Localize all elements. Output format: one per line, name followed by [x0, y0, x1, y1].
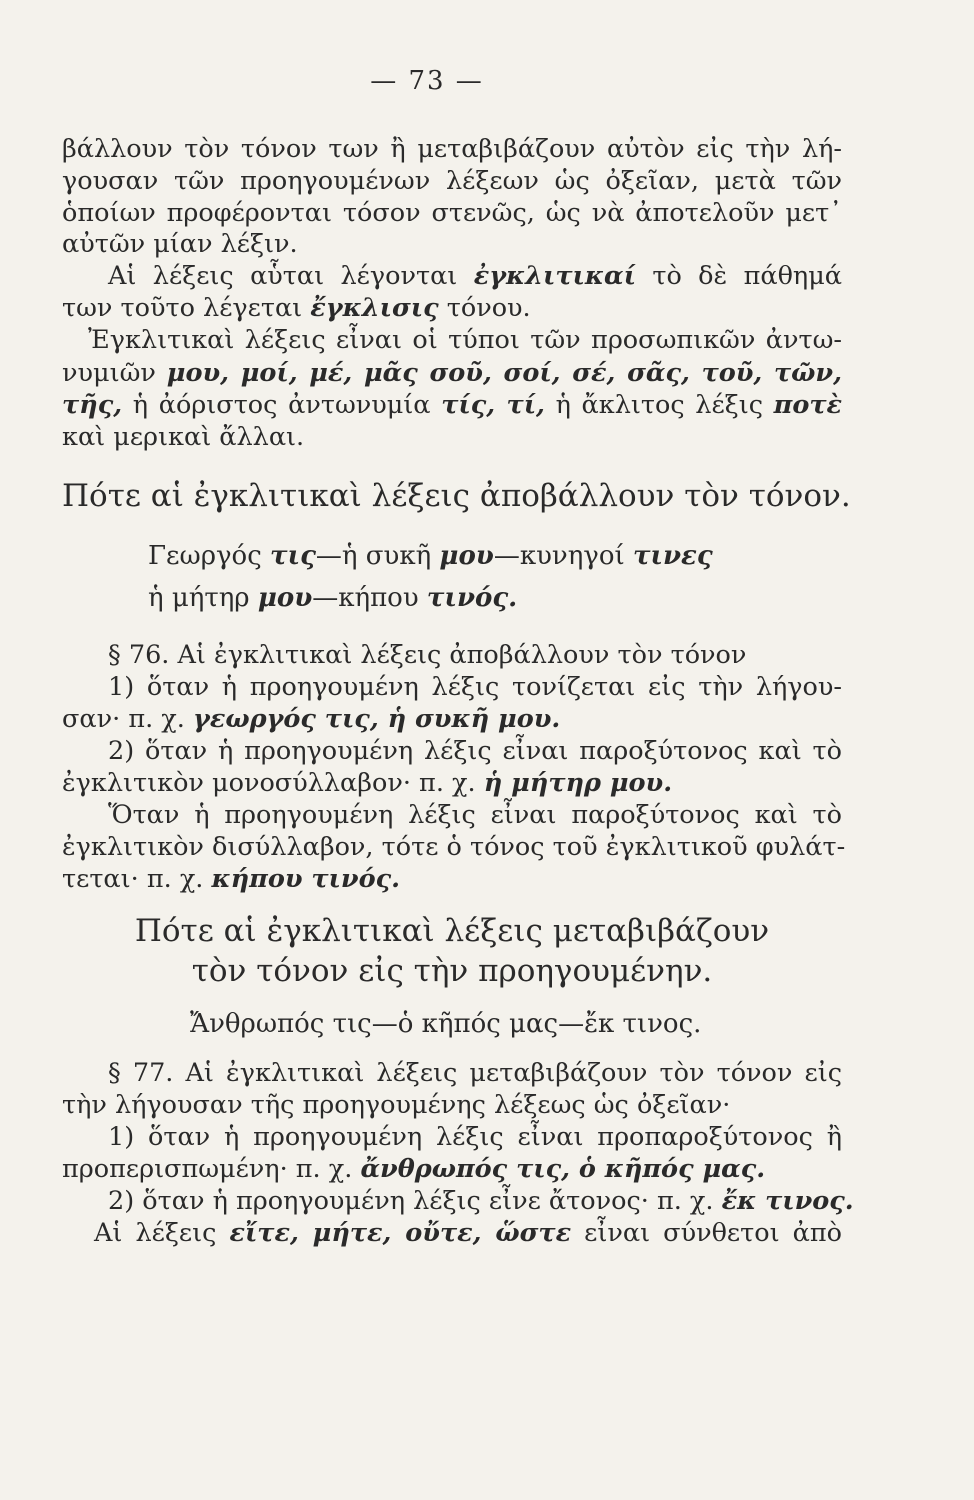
text-line: αὐτῶν μίαν λέξιν. [62, 229, 298, 259]
text-line [62, 704, 842, 734]
text-span: Αἱ λέξεις [94, 1218, 230, 1248]
term: τίς, τί, [441, 390, 545, 420]
text-span: Αἱ λέξεις αὗται λέγονται [108, 261, 474, 291]
example-line: Ἄνθρωπός τις—ὁ κῆπός μας—ἔκ τινος. [190, 1009, 702, 1039]
text-line: Ὅταν ἡ προηγουμένη λέξις εἶναι παροξύτονος καὶ τὸ [108, 800, 842, 830]
text-line: γουσαν τῶν προηγουμένων λέξεων ὡς ὀξεῖαν, μετὰ τῶν [62, 166, 842, 196]
text-span: εἶναι σύνθετοι ἀπὸ [571, 1218, 842, 1248]
example-line [148, 541, 713, 571]
term: εἴτε, μήτε, οὔτε, ὥστε [229, 1218, 572, 1248]
text-span: —ἡ συκῆ [315, 541, 440, 571]
text-line [62, 864, 842, 894]
text-span: σαν· π. χ. [62, 704, 193, 734]
term: τις [270, 541, 316, 571]
text-span: τόνου. [438, 293, 531, 323]
text-span: ἡ μήτηρ [148, 583, 258, 613]
text-span: ἡ ἀόριστος ἀντωνυμία [122, 390, 442, 420]
text-line [108, 261, 842, 291]
section-heading: Πότε αἱ ἐγκλιτικαὶ λέξεις ἀποβάλλουν τὸν τόνον. [62, 478, 851, 514]
term: τινός. [426, 583, 518, 613]
term: γεωργός τις, ἡ συκῆ μου. [192, 704, 561, 734]
text-line [62, 768, 842, 798]
text-span: τεται· π. χ. [62, 864, 212, 894]
text-line: τὴν λήγουσαν τῆς προηγουμένης λέξεως ὡς ὀξεῖαν· [62, 1090, 731, 1120]
example-line [148, 583, 517, 613]
section-77-title: § 77. Αἱ ἐγκλιτικαὶ λέξεις μεταβιβάζουν τὸν τόνον εἰς [108, 1058, 842, 1088]
text-span: Γεωργός [148, 541, 271, 571]
text-span: τὸ δὲ πάθημά [635, 261, 842, 291]
term: μου [439, 541, 494, 571]
term: κήπου τινός. [211, 864, 400, 894]
text-span: —κυνηγοί [493, 541, 633, 571]
section-heading: Πότε αἱ ἐγκλιτικαὶ λέξεις μεταβιβάζουν [134, 913, 770, 949]
text-line [62, 1154, 842, 1184]
text-line: 2) ὅταν ἡ προηγουμένη λέξις εἶναι παροξύτονος καὶ τὸ [108, 736, 842, 766]
text-line: Ἐγκλιτικαὶ λέξεις εἶναι οἱ τύποι τῶν προσωπικῶν ἀντω- [88, 325, 842, 355]
text-line: βάλλουν τὸν τόνον των ἢ μεταβιβάζουν αὐτὸν εἰς τὴν λή- [62, 134, 842, 164]
text-line [62, 358, 842, 388]
text-span: 2) ὅταν ἡ προηγουμένη λέξις εἶνε ἄτονος· π. χ. [108, 1186, 722, 1216]
term: τινες [632, 541, 713, 571]
text-line [108, 1186, 854, 1216]
text-span: των τοῦτο λέγεται [62, 293, 311, 323]
term: ποτὲ [773, 390, 843, 420]
term: ἔκ τινος. [721, 1186, 854, 1216]
text-line: 1) ὅταν ἡ προηγουμένη λέξις εἶναι προπαροξύτονος ἢ [108, 1122, 842, 1152]
text-line: ἐγκλιτικὸν δισύλλαβον, τότε ὁ τόνος τοῦ ἐγκλιτικοῦ φυλάτ- [62, 832, 846, 862]
text-line [62, 293, 842, 323]
section-76-title: § 76. Αἱ ἐγκλιτικαὶ λέξεις ἀποβάλλουν τὸν τόνον [108, 640, 747, 670]
text-span: ἡ ἄκλιτος λέξις [544, 390, 774, 420]
text-line: καὶ μερικαὶ ἄλλαι. [62, 422, 305, 452]
text-span: νυμιῶν [62, 358, 167, 388]
term: ἡ μήτηρ μου. [483, 768, 673, 798]
term: μου [257, 583, 313, 613]
term: τῆς, [62, 390, 123, 420]
term: ἄνθρωπός τις, ὁ κῆπός μας. [360, 1154, 766, 1184]
text-span: προπερισπωμένη· π. χ. [62, 1154, 361, 1184]
text-line [94, 1218, 842, 1248]
section-heading: τὸν τόνον εἰς τὴν προηγουμένην. [191, 953, 713, 989]
term: μου, μοί, μέ, μᾶς σοῦ, σοί, σέ, σᾶς, τοῦ, τῶν, [166, 358, 842, 388]
text-line: 1) ὅταν ἡ προηγουμένη λέξις τονίζεται εἰς τὴν λήγου- [108, 672, 842, 702]
text-span: —κήπου [312, 583, 427, 613]
term: ἐγκλιτικαί [473, 261, 636, 291]
text-line [62, 390, 843, 420]
page-number: — 73 — [370, 66, 484, 96]
text-line: ὁποίων προφέρονται τόσον στενῶς, ὡς νὰ ἀποτελοῦν μετ᾽ [62, 198, 842, 228]
term: ἔγκλισις [310, 293, 439, 323]
text-span: ἐγκλιτικὸν μονοσύλλαβον· π. χ. [62, 768, 484, 798]
